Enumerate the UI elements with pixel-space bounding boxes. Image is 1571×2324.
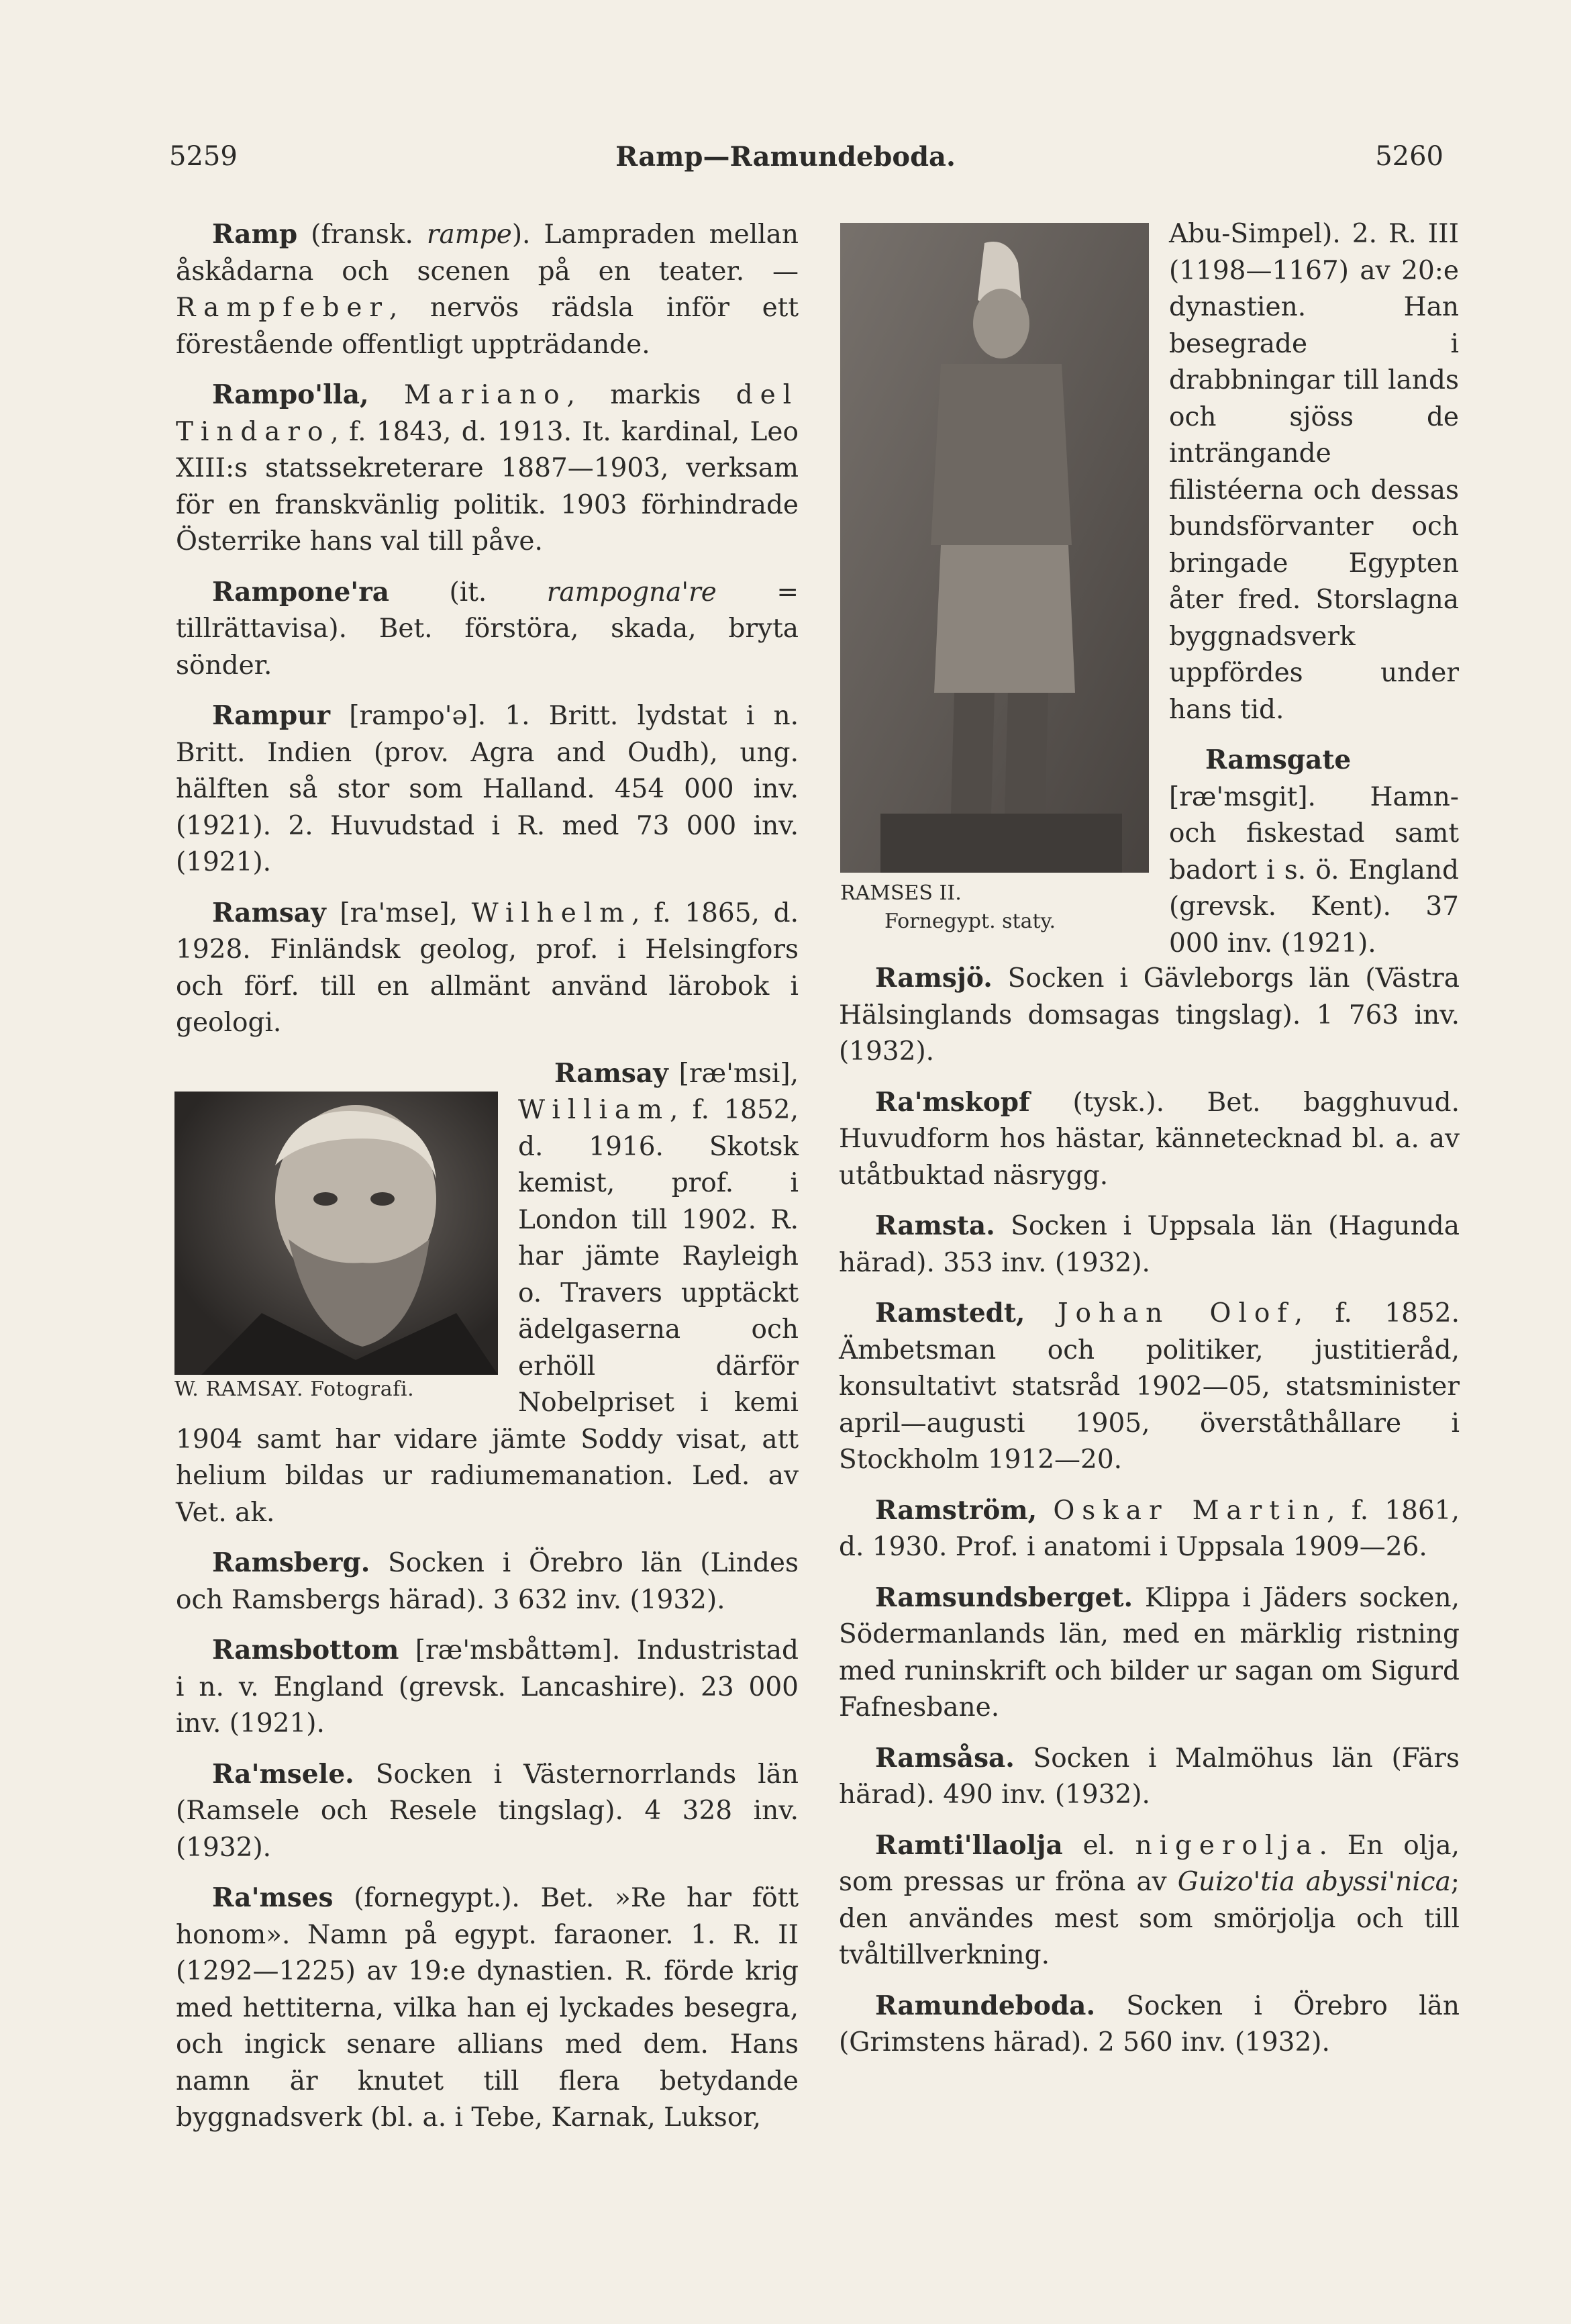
headword: Ra'msele. bbox=[212, 1758, 354, 1790]
entry-ramsay-wilhelm: Ramsay [ra'mse], Wilhelm, f. 1865, d. 1928. Finländsk geolog, prof. i Helsingfors och förf. till en allmänt använd lärobok i geologi. bbox=[176, 897, 799, 1038]
entry-rampur: Rampur [rampo'ə]. 1. Britt. lydstat i n. Britt. Indien (prov. Agra and Oudh), ung. hälften så stor som Halland. 454 000 inv. (1921). 2. Huvudstad i R. med 73 000 inv. (1921). bbox=[176, 700, 799, 877]
headword: Rampo'lla, bbox=[212, 379, 369, 410]
ramsay-caption: W. RAMSAY. Fotografi. bbox=[174, 1377, 415, 1401]
statue-caption: RAMSES II. Fornegypt. staty. bbox=[840, 881, 1056, 933]
running-title: Ramp—Ramundeboda. bbox=[615, 141, 956, 173]
entry-ramstedt: Ramstedt, Johan Olof, f. 1852. Ämbetsman och politiker, justitieråd, konsultativt statsråd 1902—05, statsminister april—augusti 1905, överståthållare i Stockholm 1912—20. bbox=[839, 1298, 1460, 1475]
headword: Ramti'llaolja bbox=[875, 1829, 1063, 1861]
headword: Ramsay bbox=[212, 897, 326, 928]
headword: Ramsåsa. bbox=[875, 1742, 1015, 1774]
headword: Ramsay bbox=[554, 1057, 668, 1089]
portrait-drawing bbox=[174, 1092, 498, 1375]
headword: Ramsundsberget. bbox=[875, 1582, 1133, 1613]
entry-rampolla: Rampo'lla, Mariano, markis del Tindaro, f. 1843, d. 1913. It. kardinal, Leo XIII:s statssekreterare 1887—1903, verksam för en franskvänlig politik. 1903 förhindrade Österrike hans val till påve. bbox=[176, 379, 799, 556]
headword: Ramsgate bbox=[1205, 744, 1352, 775]
right-column bbox=[839, 960, 1460, 2075]
entry-ramstrom: Ramström, Oskar Martin, f. 1861, d. 1930. Prof. i anatomi i Uppsala 1909—26. bbox=[839, 1494, 1460, 1562]
entry-ramsundsberget: Ramsundsberget. Klippa i Jäders socken, Södermanlands län, med en märklig ristning med runinskrift och bilder ur sagan om Sigurd Fafnesbane. bbox=[839, 1582, 1460, 1723]
headword: Ra'mskopf bbox=[875, 1086, 1030, 1118]
headword: Rampur bbox=[212, 700, 331, 731]
entry-ramp: Ramp (fransk. rampe). Lampraden mellan åskådarna och scenen på en teater. — Rampfeber, nervös rädsla inför ett förestående offentligt uppträdande. bbox=[176, 219, 799, 360]
headword: Ramp bbox=[212, 219, 298, 250]
entry-ramsasa: Ramsåsa. Socken i Malmöhus län (Färs härad). 490 inv. (1932). bbox=[839, 1742, 1460, 1810]
right-page-number: 5260 bbox=[1375, 141, 1443, 172]
right-top-column bbox=[1169, 216, 1459, 975]
left-page-number: 5259 bbox=[169, 141, 238, 172]
entry-ramses-cont: Abu-Simpel). 2. R. III (1198—1167) av 20:e dynastien. Han besegrade i drabbningar till lands och sjöss de inträngande filistéerna och dessas bundsförvanter och bringade Egypten åter fred. Storslagna byggnadsverk uppfördes under hans tid. bbox=[1169, 219, 1459, 725]
statue-image bbox=[840, 223, 1149, 873]
entry-ramsgate: Ramsgate [ræ'msgit]. Hamn- och fiskestad samt badort i s. ö. England (grevsk. Kent). 37 000 inv. (1921). bbox=[1169, 744, 1459, 959]
entry-ramundeboda: Ramundeboda. Socken i Örebro län (Grimstens härad). 2 560 inv. (1932). bbox=[839, 1990, 1460, 2057]
headword: Ra'mses bbox=[212, 1882, 334, 1913]
headword: Ramström, bbox=[875, 1494, 1037, 1526]
headword: Ramsbottom bbox=[212, 1635, 399, 1665]
entry-rampone-ra: Rampone'ra (it. rampogna're = tillrättavisa). Bet. förstöra, skada, bryta sönder. bbox=[176, 576, 799, 681]
entry-ramses: Ra'mses (fornegypt.). Bet. »Re har fött honom». Namn på egypt. faraoner. 1. R. II (1292—1225) av 19:e dynastien. R. förde krig med hettiterna, vilka han ej lyckades besegra, och ingick senare allians med dem. Hans namn är knutet till flera betydande byggnadsverk (bl. a. i Tebe, Karnak, Luksor, bbox=[176, 1882, 799, 2133]
entry-ramsjo: Ramsjö. Socken i Gävleborgs län (Västra Hälsinglands domsagas tingslag). 1 763 inv. (1932). bbox=[839, 963, 1460, 1067]
entry-ramtillaolja: Ramti'llaolja el. nigerolja. En olja, som pressas ur fröna av Guizo'tia abyssi'nica; den användes mest som smörjolja och till tvåltillverkning. bbox=[839, 1829, 1460, 1970]
headword: Ramundeboda. bbox=[875, 1990, 1096, 2021]
entry-ramsay-william: Ramsay [ræ'msi], William, f. 1852, d. 1916. Skotsk kemist, prof. i London till 1902. R. har jämte Rayleigh o. Travers upptäckt ädelgaserna och erhöll därför Nobelpriset i kemi 1904 samt har vidare jämte Soddy visat, att helium bildas ur radiumemanation. Led. av Vet. ak. bbox=[176, 1057, 799, 1528]
headword: Ramstedt, bbox=[875, 1298, 1025, 1328]
ramsay-photo bbox=[174, 1092, 498, 1404]
statue-drawing bbox=[840, 223, 1149, 873]
headword: Rampone'ra bbox=[212, 576, 390, 608]
portrait-image bbox=[174, 1092, 498, 1375]
headword: Ramsberg. bbox=[212, 1547, 370, 1578]
entry-ramsberg: Ramsberg. Socken i Örebro län (Lindes och Ramsbergs härad). 3 632 inv. (1932). bbox=[176, 1547, 799, 1615]
entry-ramsta: Ramsta. Socken i Uppsala län (Hagunda härad). 353 inv. (1932). bbox=[839, 1210, 1460, 1278]
ramses-statue-photo bbox=[840, 223, 1149, 894]
entry-ramskopf: Ra'mskopf (tysk.). Bet. bagghuvud. Huvudform hos hästar, kännetecknad bl. a. av utåtbuktad näsrygg. bbox=[839, 1086, 1460, 1191]
headword: Ramsjö. bbox=[875, 963, 993, 994]
entry-ramsele: Ra'msele. Socken i Västernorrlands län (Ramsele och Resele tingslag). 4 328 inv. (1932). bbox=[176, 1758, 799, 1863]
entry-ramsbottom: Ramsbottom [ræ'msbåttəm]. Industristad i n. v. England (grevsk. Lancashire). 23 000 inv. (1921). bbox=[176, 1635, 799, 1739]
headword: Ramsta. bbox=[875, 1210, 995, 1241]
